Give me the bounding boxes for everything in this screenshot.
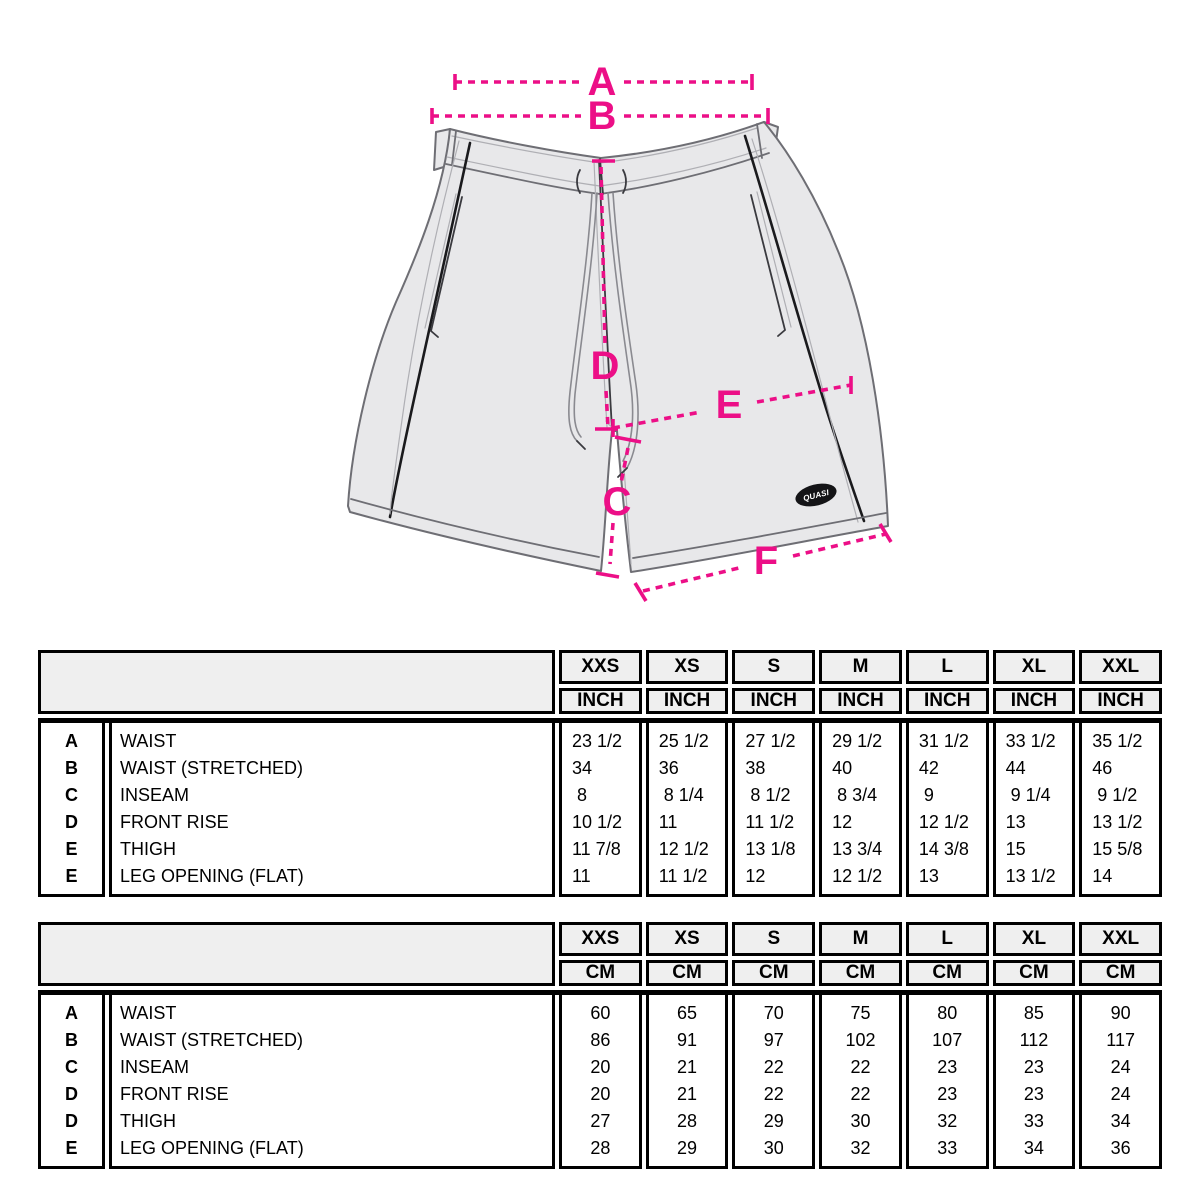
unit-header: CM [732, 960, 815, 986]
value-column-xl [993, 723, 1076, 897]
unit-header: INCH [1079, 688, 1162, 714]
unit-header: CM [906, 960, 989, 986]
value-column-xxl [1079, 995, 1162, 1169]
size-value: 13 1/8 [745, 839, 796, 859]
size-value: 13 1/2 [1092, 812, 1143, 832]
size-value: 8 [572, 785, 588, 805]
row-label: LEG OPENING (FLAT) [120, 866, 304, 886]
row-label: INSEAM [120, 785, 190, 805]
table-corner-cell [38, 650, 555, 714]
size-value: 30 [850, 1111, 871, 1131]
size-value: 23 [1023, 1057, 1044, 1077]
size-value: 22 [850, 1084, 871, 1104]
logo-text: QUASI [802, 487, 830, 504]
size-value: 23 1/2 [572, 731, 623, 751]
unit-header: CM [993, 960, 1076, 986]
value-column-l [906, 723, 989, 897]
size-value: 29 [677, 1138, 698, 1158]
row-label: THIGH [120, 839, 176, 859]
size-value: 9 1/4 [1005, 785, 1051, 805]
row-label: THIGH [120, 1111, 176, 1131]
size-value: 42 [918, 758, 939, 778]
row-letter: D [65, 1084, 78, 1104]
row-letter: D [65, 1111, 78, 1131]
size-value: 15 5/8 [1092, 839, 1143, 859]
row-label: WAIST (STRETCHED) [120, 758, 303, 778]
size-value: 20 [590, 1084, 611, 1104]
row-letter: B [65, 758, 78, 778]
size-value: 9 [918, 785, 934, 805]
unit-header: CM [646, 960, 729, 986]
size-header-xxs: XXS [559, 922, 642, 956]
size-value: 24 [1110, 1057, 1131, 1077]
size-value: 112 [1019, 1030, 1049, 1050]
size-value: 28 [590, 1138, 611, 1158]
size-value: 23 [1023, 1084, 1044, 1104]
dimension-f-label: F [753, 539, 779, 583]
size-value: 25 1/2 [658, 731, 709, 751]
size-value: 11 7/8 [572, 839, 621, 859]
size-value: 11 1/2 [658, 866, 708, 886]
size-header-xs: XS [646, 922, 729, 956]
size-value: 34 [1110, 1111, 1131, 1131]
size-value: 91 [677, 1030, 698, 1050]
size-value: 80 [937, 1003, 958, 1023]
value-column-m [819, 723, 902, 897]
dimension-c-label: C [602, 480, 632, 524]
row-label: WAIST [120, 1003, 177, 1023]
size-value: 14 [1092, 866, 1113, 886]
size-value: 13 [1005, 812, 1026, 832]
size-value: 102 [845, 1030, 876, 1050]
size-header-xs: XS [646, 650, 729, 684]
size-value: 44 [1005, 758, 1026, 778]
size-value: 15 [1005, 839, 1026, 859]
size-value: 21 [677, 1084, 698, 1104]
size-value: 11 [658, 812, 678, 832]
row-label: LEG OPENING (FLAT) [120, 1138, 304, 1158]
size-value: 20 [590, 1057, 611, 1077]
size-value: 8 3/4 [832, 785, 878, 805]
size-value: 34 [572, 758, 593, 778]
size-value: 13 3/4 [832, 839, 883, 859]
value-column-s [732, 723, 815, 897]
value-column-s [732, 995, 815, 1169]
size-value: 97 [763, 1030, 784, 1050]
size-header-m: M [819, 650, 902, 684]
size-value: 29 [763, 1111, 784, 1131]
size-value: 35 1/2 [1092, 731, 1143, 751]
size-value: 33 [1023, 1111, 1044, 1131]
row-label-column [109, 995, 555, 1169]
size-value: 31 1/2 [918, 731, 969, 751]
unit-header: INCH [559, 688, 642, 714]
dimension-b-label: B [587, 94, 617, 138]
size-value: 23 [937, 1057, 958, 1077]
row-label: WAIST [120, 731, 177, 751]
value-column-m [819, 995, 902, 1169]
size-value: 11 [572, 866, 591, 886]
size-value: 86 [590, 1030, 611, 1050]
unit-header: INCH [906, 688, 989, 714]
row-letter: B [65, 1030, 78, 1050]
row-letter: C [65, 785, 78, 805]
size-value: 32 [937, 1111, 958, 1131]
dimension-a-label: A [587, 60, 617, 104]
row-letter: E [65, 866, 78, 886]
unit-header: INCH [646, 688, 729, 714]
row-label: WAIST (STRETCHED) [120, 1030, 303, 1050]
row-label: INSEAM [120, 1057, 190, 1077]
size-value: 85 [1023, 1003, 1044, 1023]
size-header-xl: XL [993, 650, 1076, 684]
row-letter: A [65, 731, 78, 751]
unit-header: INCH [732, 688, 815, 714]
size-value: 8 1/4 [658, 785, 704, 805]
size-header-xxs: XXS [559, 650, 642, 684]
dimension-b [432, 94, 768, 138]
size-value: 13 [918, 866, 939, 886]
unit-header: CM [819, 960, 902, 986]
value-column-xs [646, 723, 729, 897]
size-value: 11 1/2 [745, 812, 795, 832]
size-value: 22 [763, 1084, 784, 1104]
size-value: 107 [932, 1030, 963, 1050]
value-column-xs [646, 995, 729, 1169]
size-value: 60 [590, 1003, 611, 1023]
size-table-cm [38, 922, 1162, 1169]
size-value: 8 1/2 [745, 785, 791, 805]
row-letter-column [38, 723, 105, 897]
row-label: FRONT RISE [120, 1084, 229, 1104]
size-value: 14 3/8 [918, 839, 969, 859]
size-value: 38 [745, 758, 766, 778]
size-value: 24 [1110, 1084, 1131, 1104]
row-letter-column [38, 995, 105, 1169]
size-value: 22 [850, 1057, 871, 1077]
table-corner-cell [38, 922, 555, 986]
size-value: 33 [937, 1138, 958, 1158]
size-value: 65 [677, 1003, 698, 1023]
size-header-s: S [732, 650, 815, 684]
row-letter: A [65, 1003, 78, 1023]
size-value: 10 1/2 [572, 812, 623, 832]
size-value: 22 [763, 1057, 784, 1077]
row-letter: E [65, 839, 78, 859]
size-header-m: M [819, 922, 902, 956]
row-letter: E [65, 1138, 78, 1158]
size-value: 12 1/2 [832, 866, 883, 886]
size-table-inch [38, 650, 1162, 897]
size-value: 70 [763, 1003, 784, 1023]
value-column-xl [993, 995, 1076, 1169]
size-value: 21 [677, 1057, 698, 1077]
size-header-xxl: XXL [1079, 922, 1162, 956]
size-value: 29 1/2 [832, 731, 883, 751]
size-value: 27 1/2 [745, 731, 796, 751]
size-header-l: L [906, 922, 989, 956]
dimension-d-label: D [590, 344, 620, 388]
size-value: 13 1/2 [1005, 866, 1056, 886]
size-header-s: S [732, 922, 815, 956]
size-header-xxl: XXL [1079, 650, 1162, 684]
size-header-xl: XL [993, 922, 1076, 956]
value-column-l [906, 995, 989, 1169]
row-label-column [109, 723, 555, 897]
row-letter: C [65, 1057, 78, 1077]
size-value: 40 [832, 758, 853, 778]
value-column-xxs [559, 723, 642, 897]
value-column-xxl [1079, 723, 1162, 897]
unit-header: INCH [819, 688, 902, 714]
size-value: 46 [1092, 758, 1113, 778]
size-value: 23 [937, 1084, 958, 1104]
size-value: 9 1/2 [1092, 785, 1138, 805]
size-value: 12 1/2 [658, 839, 709, 859]
size-header-l: L [906, 650, 989, 684]
size-value: 75 [850, 1003, 871, 1023]
size-value: 27 [590, 1111, 611, 1131]
unit-header: INCH [993, 688, 1076, 714]
row-letter: D [65, 812, 78, 832]
size-value: 90 [1110, 1003, 1131, 1023]
size-value: 30 [763, 1138, 784, 1158]
size-value: 36 [1110, 1138, 1131, 1158]
size-value: 33 1/2 [1005, 731, 1056, 751]
size-value: 12 [745, 866, 766, 886]
size-value: 117 [1106, 1030, 1135, 1050]
row-label: FRONT RISE [120, 812, 229, 832]
dimension-e-label: E [715, 383, 743, 427]
size-value: 34 [1023, 1138, 1044, 1158]
size-value: 12 1/2 [918, 812, 969, 832]
size-value: 36 [658, 758, 679, 778]
size-value: 12 [832, 812, 853, 832]
value-column-xxs [559, 995, 642, 1169]
size-value: 28 [677, 1111, 698, 1131]
unit-header: CM [1079, 960, 1162, 986]
unit-header: CM [559, 960, 642, 986]
size-value: 32 [850, 1138, 871, 1158]
